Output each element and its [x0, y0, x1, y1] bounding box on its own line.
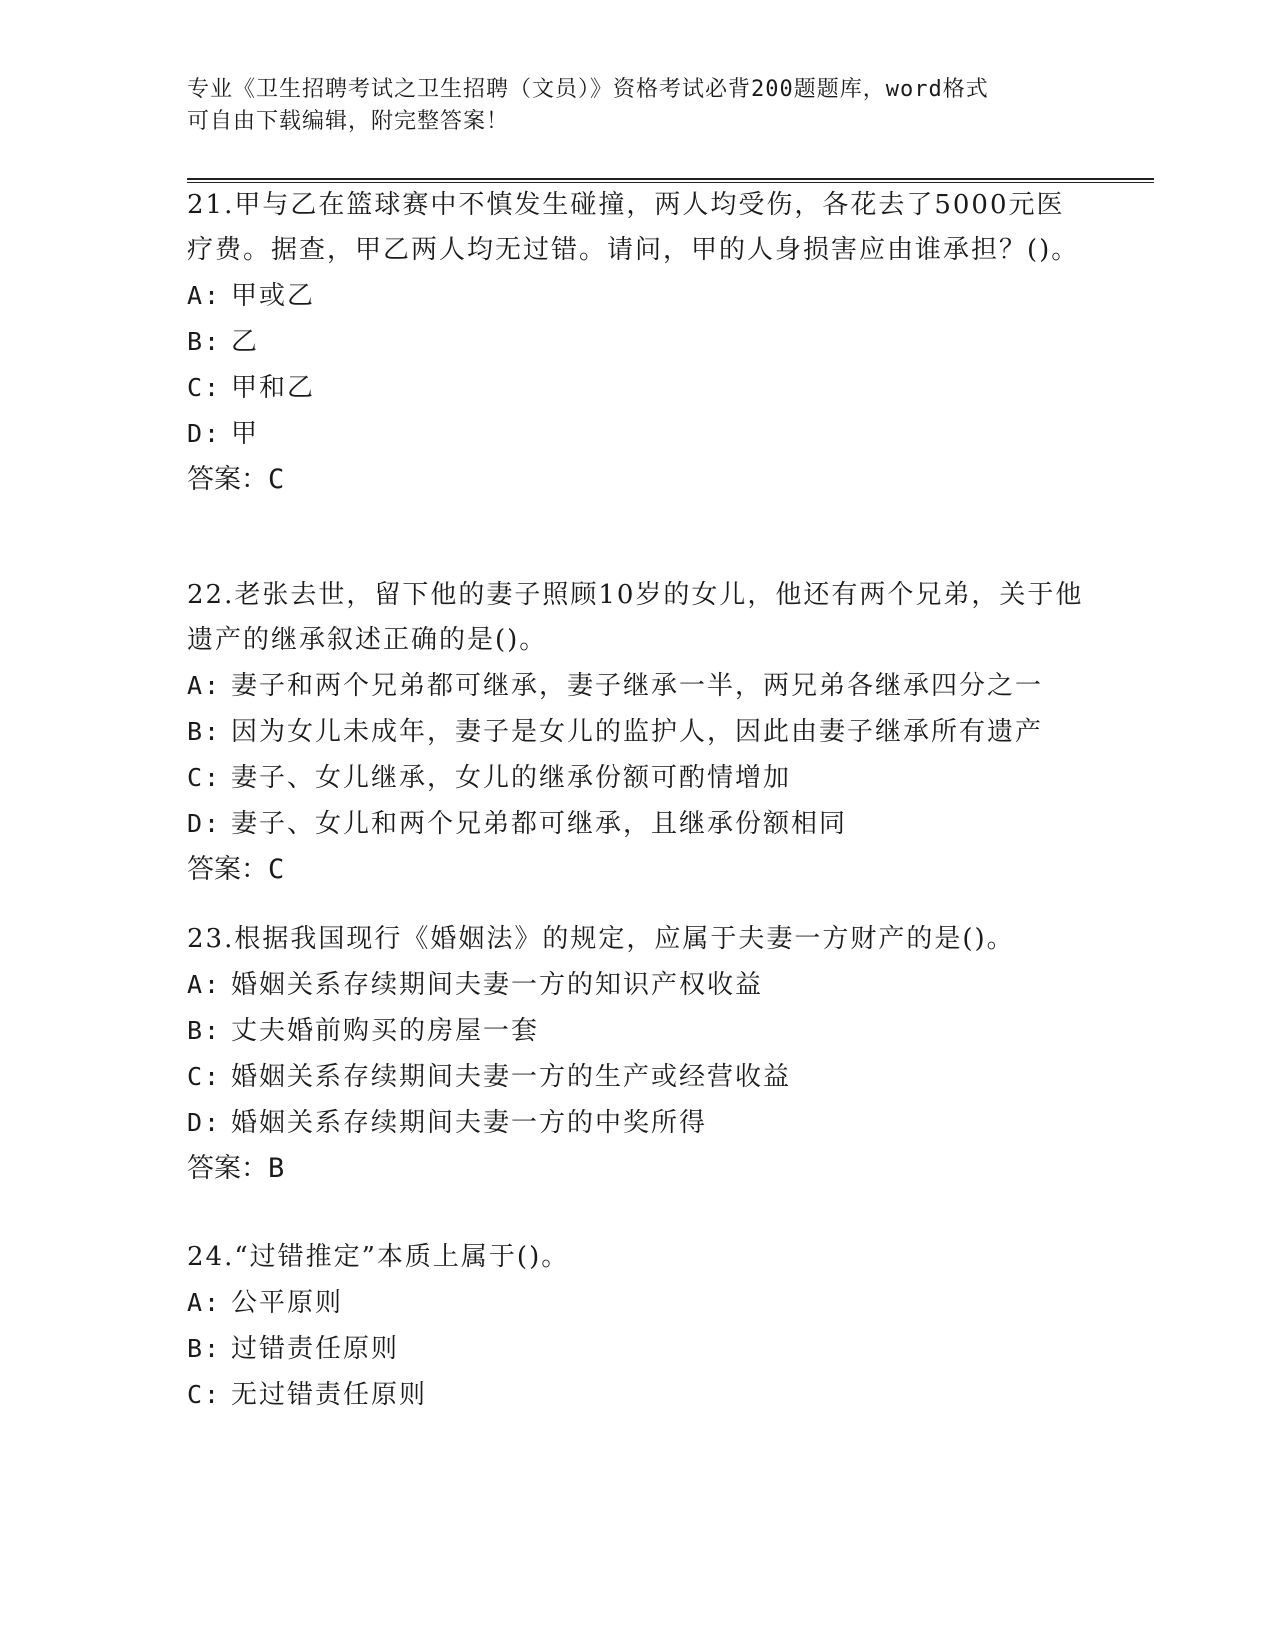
answer-line [187, 1146, 1087, 1192]
option-text: 甲和乙 [231, 373, 316, 403]
option-text: 过错责任原则 [231, 1334, 400, 1364]
option-b [187, 709, 1087, 755]
document-header [187, 74, 1067, 138]
header-divider-thick [187, 178, 1154, 180]
option-text: 婚姻关系存续期间夫妻一方的生产或经营收益 [231, 1062, 792, 1092]
answer-value: C [268, 854, 285, 885]
question-text: 23.根据我国现行《婚姻法》的规定，应属于夫妻一方财产的是()。 [187, 924, 1015, 954]
option-text: 乙 [231, 327, 260, 357]
option-c [187, 1054, 1087, 1100]
question-22 [187, 573, 1087, 893]
option-letter: A: [187, 671, 222, 700]
option-letter: C: [187, 373, 222, 402]
option-letter: A: [187, 1288, 222, 1317]
option-text: 婚姻关系存续期间夫妻一方的中奖所得 [231, 1108, 708, 1138]
question-text: 21.甲与乙在篮球赛中不慎发生碰撞，两人均受伤，各花去了5000元医疗费。据查，甲乙两人均无过错。请问，甲的人身损害应由谁承担？()。 [187, 190, 1080, 265]
option-text: 丈夫婚前购买的房屋一套 [231, 1016, 540, 1046]
option-letter: D: [187, 1108, 222, 1137]
option-b [187, 1008, 1087, 1054]
option-letter: D: [187, 809, 222, 838]
option-text: 妻子、女儿和两个兄弟都可继承，且继承份额相同 [231, 809, 848, 839]
option-b [187, 319, 1087, 365]
question-text: 24.“过错推定”本质上属于()。 [187, 1242, 570, 1272]
option-text: 妻子、女儿继承，女儿的继承份额可酌情增加 [231, 763, 792, 793]
option-text: 公平原则 [231, 1288, 344, 1318]
option-letter: B: [187, 327, 222, 356]
option-letter: D: [187, 419, 222, 448]
option-d [187, 801, 1087, 847]
question-24 [187, 1235, 1087, 1418]
header-line-1: 专业《卫生招聘考试之卫生招聘（文员）》资格考试必背200题题库，word格式 [187, 77, 989, 102]
answer-line [187, 457, 1087, 503]
answer-value: B [268, 1153, 285, 1184]
question-23 [187, 917, 1087, 1192]
answer-label: 答案： [187, 464, 268, 495]
option-letter: A: [187, 281, 222, 310]
question-21 [187, 183, 1087, 503]
option-letter: B: [187, 1016, 222, 1045]
answer-label: 答案： [187, 1153, 268, 1184]
option-text: 甲 [231, 419, 260, 449]
option-letter: C: [187, 1062, 222, 1091]
option-letter: A: [187, 970, 222, 999]
option-d [187, 411, 1087, 457]
option-c [187, 755, 1087, 801]
header-line-2: 可自由下载编辑，附完整答案！ [187, 109, 510, 134]
option-a [187, 663, 1087, 709]
option-b [187, 1326, 1087, 1372]
option-text: 无过错责任原则 [231, 1380, 428, 1410]
option-text: 婚姻关系存续期间夫妻一方的知识产权收益 [231, 970, 764, 1000]
option-text: 因为女儿未成年，妻子是女儿的监护人，因此由妻子继承所有遗产 [231, 717, 1044, 747]
option-letter: B: [187, 717, 222, 746]
option-letter: C: [187, 1380, 222, 1409]
option-a [187, 273, 1087, 319]
option-a [187, 962, 1087, 1008]
question-text: 22.老张去世，留下他的妻子照顾10岁的女儿，他还有两个兄弟，关于他遗产的继承叙述正确的是()。 [187, 580, 1084, 655]
option-a [187, 1280, 1087, 1326]
answer-label: 答案： [187, 854, 268, 885]
option-letter: C: [187, 763, 222, 792]
option-c [187, 365, 1087, 411]
option-text: 甲或乙 [231, 281, 316, 311]
option-d [187, 1100, 1087, 1146]
option-text: 妻子和两个兄弟都可继承，妻子继承一半，两兄弟各继承四分之一 [231, 671, 1044, 701]
option-letter: B: [187, 1334, 222, 1363]
option-c [187, 1372, 1087, 1418]
answer-line [187, 847, 1087, 893]
answer-value: C [268, 464, 285, 495]
